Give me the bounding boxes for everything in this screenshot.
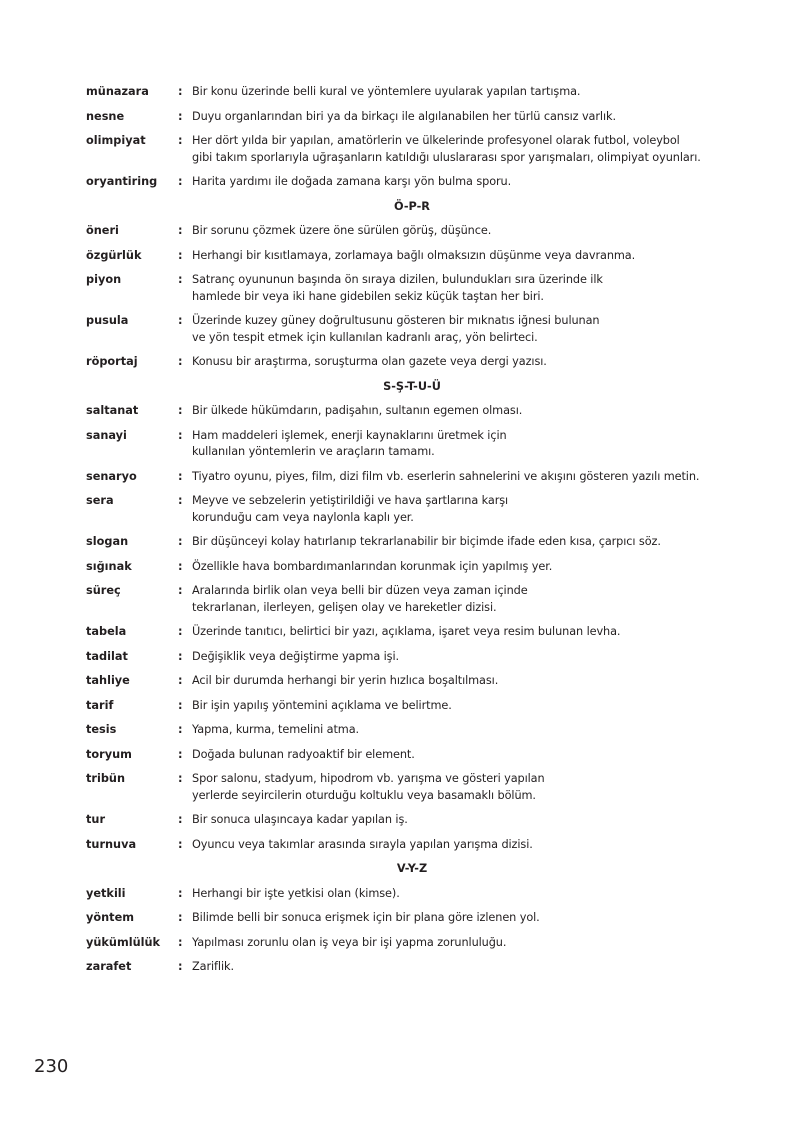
entry-colon: : [178, 960, 183, 973]
section-heading: V-Y-Z [396, 862, 428, 875]
entry-colon: : [178, 494, 183, 507]
definition-line: Duyu organlarından biri ya da birkaçı ile algılanabilen her türlü cansız varlık. [192, 109, 616, 123]
definition-line: Bir düşünceyi kolay hatırlanıp tekrarlanabilir bir biçimde ifade eden kısa, çarpıcı söz. [192, 535, 661, 548]
entry-colon: : [178, 723, 183, 736]
entry-definition [192, 313, 726, 346]
entry-colon: : [178, 134, 183, 147]
glossary-entry [86, 583, 726, 616]
entry-term: öneri [86, 224, 119, 237]
entry-term: süreç [86, 584, 121, 597]
entry-colon: : [178, 747, 183, 761]
entry-definition [192, 272, 726, 305]
definition-line: yerlerde seyircilerin oturduğu koltuklu veya basamaklı bölüm. [192, 788, 536, 802]
glossary-entry [86, 403, 726, 420]
entry-term: tarif [86, 698, 114, 712]
definition-line: Bir işin yapılış yöntemini açıklama ve belirtme. [192, 698, 452, 712]
entry-colon: : [178, 649, 183, 663]
entry-colon: : [178, 772, 183, 785]
definition-line: Bir konu üzerinde belli kural ve yöntemlere uyularak yapılan tartışma. [192, 85, 581, 98]
definition-line: Her dört yılda bir yapılan, amatörlerin ve ülkelerinde profesyonel olarak futbol, voleybol [192, 134, 680, 147]
definition-line: Tiyatro oyunu, piyes, film, dizi film vb. eserlerin sahnelerini ve akışını gösteren yazılı metin. [192, 469, 700, 483]
definition-line: Değişiklik veya değiştirme yapma işi. [192, 649, 399, 663]
entry-colon: : [178, 935, 183, 949]
entry-colon: : [178, 404, 183, 417]
entry-definition [192, 935, 726, 952]
entry-definition [192, 469, 726, 486]
glossary-entry [86, 698, 726, 715]
entry-term: zarafet [86, 960, 132, 973]
entry-term: tahliye [86, 674, 130, 687]
entry-colon: : [178, 559, 183, 573]
definition-line: Konusu bir araştırma, soruşturma olan gazete veya dergi yazısı. [192, 355, 547, 368]
definition-line: Meyve ve sebzelerin yetiştirildiği ve hava şartlarına karşı [192, 494, 509, 507]
glossary-entry [86, 649, 726, 666]
glossary-entry [86, 910, 726, 927]
entry-term: yükümlülük [86, 935, 161, 949]
definition-line: Bir sorunu çözmek üzere öne sürülen görüş, düşünce. [192, 224, 492, 237]
entry-term: saltanat [86, 404, 139, 417]
definition-line: Yapılması zorunlu olan iş veya bir işi yapma zorunluluğu. [192, 935, 507, 949]
entry-term: senaryo [86, 469, 137, 483]
glossary-entry [86, 959, 726, 976]
entry-term: yöntem [86, 911, 135, 924]
entry-definition [192, 559, 726, 576]
glossary-entry [86, 248, 726, 265]
entry-definition [192, 722, 726, 739]
entry-definition [192, 910, 726, 927]
entry-term: olimpiyat [86, 134, 146, 147]
entry-definition [192, 886, 726, 903]
entry-colon: : [178, 911, 183, 924]
entry-definition [192, 771, 726, 804]
definition-line: hamlede bir veya iki hane gidebilen sekiz küçük taştan her biri. [192, 289, 544, 303]
entry-definition [192, 837, 726, 854]
entry-term: tabela [86, 625, 127, 638]
glossary-entry [86, 624, 726, 641]
entry-definition [192, 747, 726, 764]
entry-definition [192, 354, 726, 371]
definition-line: Doğada bulunan radyoaktif bir element. [192, 747, 415, 761]
entry-term: röportaj [86, 355, 138, 368]
entry-colon: : [178, 535, 183, 548]
entry-term: tribün [86, 772, 126, 785]
entry-term: sığınak [86, 559, 132, 573]
glossary-entry [86, 771, 726, 804]
entry-colon: : [178, 428, 183, 442]
entry-definition [192, 649, 726, 666]
entry-colon: : [178, 469, 183, 483]
entry-term: turnuva [86, 837, 137, 851]
section-heading: S-Ş-T-U-Ü [383, 379, 441, 393]
entry-term: oryantiring [86, 175, 158, 188]
definition-line: Üzerinde tanıtıcı, belirtici bir yazı, açıklama, işaret veya resim bulunan levha. [192, 625, 621, 638]
entry-colon: : [178, 886, 183, 900]
definition-line: Zariflik. [192, 960, 234, 973]
glossary-entry [86, 534, 726, 551]
glossary-entry [86, 493, 726, 526]
entry-term: sera [86, 494, 114, 507]
entry-definition [192, 428, 726, 461]
glossary-entry [86, 935, 726, 952]
entry-colon: : [178, 584, 183, 597]
definition-line: Ham maddeleri işlemek, enerji kaynaklarını üretmek için [192, 428, 507, 442]
glossary-entry [86, 673, 726, 690]
entry-definition [192, 109, 726, 126]
definition-line: kullanılan yöntemlerin ve araçların tamamı. [192, 445, 435, 458]
entry-definition [192, 133, 726, 166]
definition-line: Oyuncu veya takımlar arasında sırayla yapılan yarışma dizisi. [192, 837, 533, 851]
definition-line: ve yön tespit etmek için kullanılan kadranlı araç, yön belirteci. [192, 330, 538, 344]
entry-definition [192, 812, 726, 829]
definition-line: gibi takım sporlarıyla uğraşanların katıldığı uluslararası spor yarışmaları, olimpiyat oyunları. [192, 150, 701, 164]
glossary-entry [86, 428, 726, 461]
section-heading: Ö-P-R [394, 199, 430, 213]
entry-term: piyon [86, 273, 122, 286]
glossary-entry [86, 837, 726, 854]
entry-definition [192, 698, 726, 715]
entry-term: özgürlük [86, 248, 142, 262]
definition-line: korunduğu cam veya naylonla kaplı yer. [192, 510, 414, 524]
definition-line: Aralarında birlik olan veya belli bir düzen veya zaman içinde [192, 584, 528, 597]
glossary-entry [86, 886, 726, 903]
definition-line: Yapma, kurma, temelini atma. [192, 723, 360, 736]
entry-colon: : [178, 625, 183, 638]
entry-colon: : [178, 175, 183, 188]
glossary-entry [86, 272, 726, 305]
definition-line: Acil bir durumda herhangi bir yerin hızlıca boşaltılması. [192, 674, 499, 687]
entry-term: nesne [86, 109, 125, 123]
entry-definition [192, 493, 726, 526]
entry-term: tur [86, 813, 106, 826]
entry-definition [192, 84, 726, 101]
definition-line: Bir ülkede hükümdarın, padişahın, sultanın egemen olması. [192, 404, 523, 417]
glossary-entry [86, 109, 726, 126]
definition-line: Bilimde belli bir sonuca erişmek için bir plana göre izlenen yol. [192, 911, 540, 924]
entry-definition [192, 223, 726, 240]
entry-term: tadilat [86, 649, 128, 663]
glossary-entry [86, 559, 726, 576]
definition-line: Spor salonu, stadyum, hipodrom vb. yarışma ve gösteri yapılan [192, 772, 545, 785]
entry-colon: : [178, 314, 183, 327]
entry-colon: : [178, 85, 183, 98]
glossary-entry [86, 722, 726, 739]
definition-line: Özellikle hava bombardımanlarından korunmak için yapılmış yer. [192, 559, 553, 573]
entry-definition [192, 959, 726, 976]
entry-colon: : [178, 813, 183, 826]
definition-line: Herhangi bir kısıtlamaya, zorlamaya bağlı olmaksızın düşünme veya davranma. [192, 248, 636, 262]
entry-definition [192, 583, 726, 616]
entry-definition [192, 624, 726, 641]
glossary-entry [86, 747, 726, 764]
entry-term: yetkili [86, 886, 126, 900]
glossary-entry [86, 469, 726, 486]
entry-term: tesis [86, 723, 117, 736]
page-number: 230 [34, 1056, 69, 1077]
entry-colon: : [178, 674, 183, 687]
definition-line: Harita yardımı ile doğada zamana karşı yön bulma sporu. [192, 175, 512, 188]
entry-definition [192, 673, 726, 690]
entry-colon: : [178, 837, 183, 851]
entry-term: toryum [86, 747, 132, 761]
definition-line: tekrarlanan, ilerleyen, gelişen olay ve hareketler dizisi. [192, 600, 497, 614]
entry-colon: : [178, 248, 183, 262]
definition-line: Bir sonuca ulaşıncaya kadar yapılan iş. [192, 813, 408, 826]
definition-line: Herhangi bir işte yetkisi olan (kimse). [192, 886, 400, 900]
entry-term: slogan [86, 535, 129, 548]
entry-colon: : [178, 273, 183, 286]
definition-line: Üzerinde kuzey güney doğrultusunu gösteren bir mıknatıs iğnesi bulunan [192, 314, 600, 327]
entry-colon: : [178, 355, 183, 368]
entry-colon: : [178, 698, 183, 712]
glossary-entry [86, 313, 726, 346]
entry-definition [192, 403, 726, 420]
entry-term: münazara [86, 85, 149, 98]
entry-colon: : [178, 109, 183, 123]
entry-definition [192, 174, 726, 191]
glossary-entry [86, 812, 726, 829]
entry-term: sanayi [86, 428, 127, 442]
glossary-list [86, 84, 726, 984]
glossary-entry [86, 223, 726, 240]
entry-term: pusula [86, 314, 129, 327]
glossary-entry [86, 174, 726, 191]
glossary-entry [86, 84, 726, 101]
definition-line: Satranç oyununun başında ön sıraya dizilen, bulundukları sıra üzerinde ilk [192, 273, 603, 286]
glossary-entry [86, 354, 726, 371]
entry-definition [192, 248, 726, 265]
entry-definition [192, 534, 726, 551]
glossary-entry [86, 133, 726, 166]
entry-colon: : [178, 224, 183, 237]
